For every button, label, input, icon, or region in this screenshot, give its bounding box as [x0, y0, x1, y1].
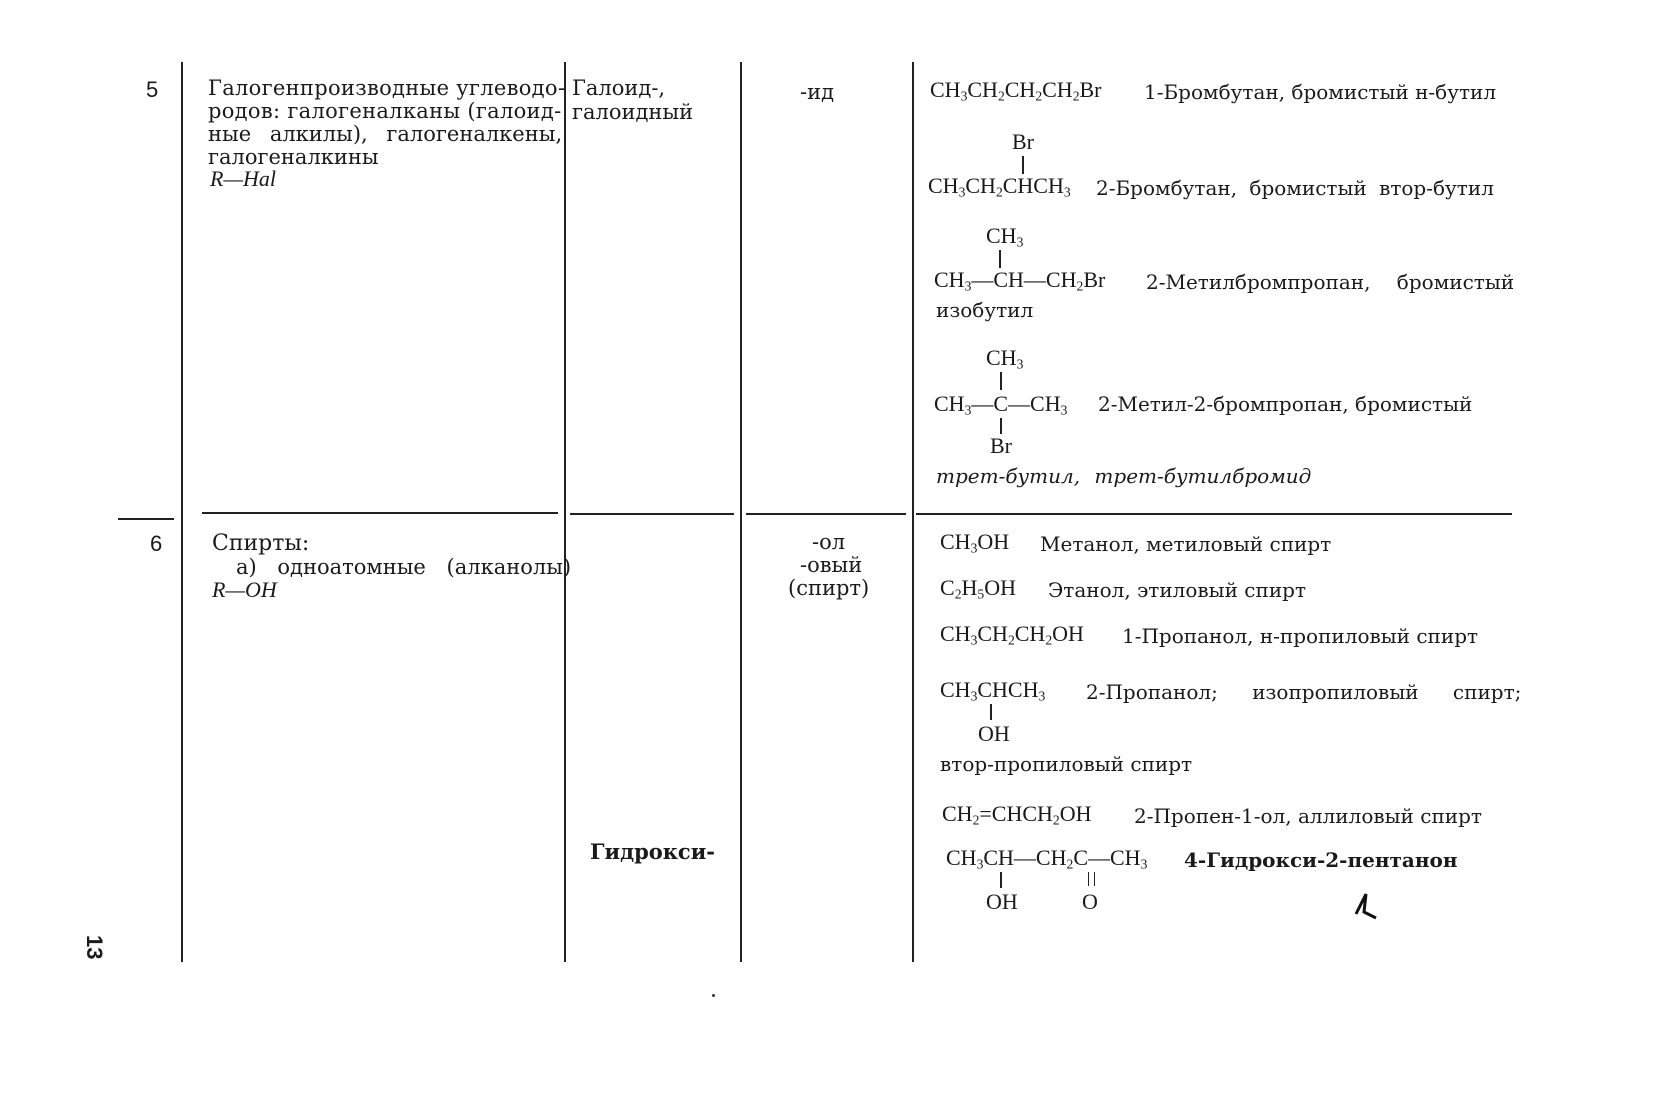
column-rule-2: [564, 62, 566, 962]
bond-line: [1000, 372, 1002, 390]
column-rule-3: [740, 62, 742, 962]
example-name: 2-Бромбутан, бромистый втор-бутил: [1096, 176, 1494, 200]
example-formula: $CH_3—CH—CH_2Br$: [934, 267, 1106, 294]
example-name: 4-Гидрокси-2-пентанон: [1184, 848, 1458, 872]
example-formula: $C_2H_5OH$: [940, 575, 1016, 602]
example-name: 2-Пропен-1-ол, аллиловый спирт: [1134, 804, 1482, 828]
example-name: 2-Метилбромпропан, бромистый: [1146, 270, 1515, 294]
example-name: втор-пропиловый спирт: [940, 752, 1193, 776]
prefix: Гидрокси-: [590, 839, 716, 864]
example-name: трет-бутил, трет-бутилбромид: [936, 464, 1312, 488]
handwritten-mark-icon: [1352, 890, 1382, 926]
bond-line: [1000, 418, 1002, 434]
prefix-line: галоидный: [572, 100, 694, 124]
example-formula: $CH_3CH—CH_2C—CH_3$: [946, 845, 1148, 872]
column-rule-1: [181, 62, 183, 962]
row-number: 6: [150, 531, 163, 556]
example-name: 2-Метил-2-бромпропан, бромистый: [1098, 392, 1473, 416]
row-separator-examples: [916, 513, 1512, 515]
bond-line: [999, 250, 1001, 268]
row-number: 5: [146, 77, 159, 102]
example-name: 1-Бромбутан, бромистый н-бутил: [1144, 80, 1497, 104]
example-formula: $CH_3—C—CH_3$: [934, 391, 1068, 418]
example-formula: $CH_3CHCH_3$: [940, 677, 1046, 704]
bond-line: [1000, 872, 1002, 888]
bond-line: [990, 704, 992, 720]
row-separator-left: [118, 518, 174, 520]
double-bond: [1088, 872, 1095, 886]
branch-atom: Br: [990, 433, 1012, 458]
column-rule-4: [912, 62, 914, 962]
example-formula: $CH_3CH_2CH_2OH$: [940, 621, 1084, 648]
branch-atom: OH: [986, 889, 1018, 914]
suffix-line: (спирт): [788, 576, 870, 600]
class-name-line: а) одноатомные (алканолы): [236, 555, 572, 579]
prefix-line: Галоид-,: [572, 76, 666, 100]
suffix-line: -овый: [800, 553, 863, 577]
example-formula: $CH_3CH_2CH_2CH_2Br$: [930, 77, 1102, 104]
branch-atom: O: [1082, 889, 1098, 914]
general-formula: R—Hal: [210, 166, 276, 191]
example-name: 2-Пропанол; изопропиловый спирт;: [1086, 680, 1522, 704]
row-separator-prefix: [570, 513, 734, 515]
branch-atom: $CH_3$: [986, 345, 1024, 372]
example-name: 1-Пропанол, н-пропиловый спирт: [1122, 624, 1479, 648]
class-name-line: родов: галогеналканы (галоид-: [208, 99, 562, 123]
class-name-line: галогеналкины: [208, 145, 379, 169]
branch-atom: Br: [1012, 129, 1034, 154]
example-formula: $CH_2=CHCH_2OH$: [942, 801, 1092, 828]
example-name: Метанол, метиловый спирт: [1040, 532, 1332, 556]
example-name: изобутил: [936, 298, 1034, 322]
row-separator-class: [202, 512, 558, 514]
example-name: Этанол, этиловый спирт: [1048, 578, 1307, 602]
bond-line: [1022, 156, 1024, 174]
branch-atom: OH: [978, 721, 1010, 746]
general-formula: R—OH: [212, 577, 277, 602]
branch-atom: $CH_3$: [986, 223, 1024, 250]
example-formula: $CH_3OH$: [940, 529, 1010, 556]
class-name-line: ные алкилы), галогеналкены,: [208, 122, 563, 146]
example-formula: $CH_3CH_2CHCH_3$: [928, 173, 1071, 200]
page-number: 13: [82, 935, 107, 960]
suffix: -ид: [800, 80, 835, 104]
class-name-line: Галогенпроизводные углеводо-: [208, 76, 566, 100]
speck: [712, 994, 715, 997]
row-separator-suffix: [746, 513, 906, 515]
suffix-line: -ол: [812, 530, 846, 554]
class-name-line: Спирты:: [212, 531, 310, 556]
